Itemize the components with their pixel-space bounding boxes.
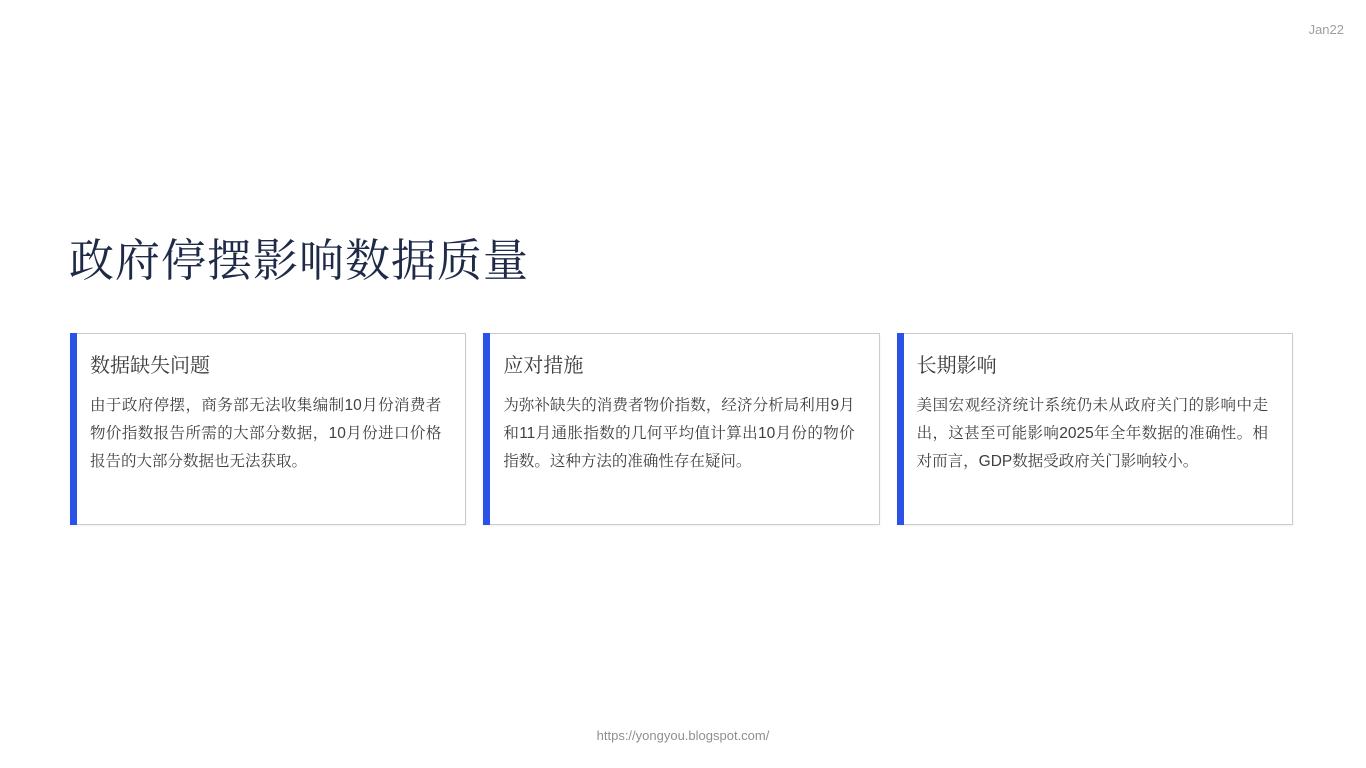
card-body: 为弥补缺失的消费者物价指数，经济分析局利用9月和11月通胀指数的几何平均值计算出10月份的物价指数。这种方法的准确性存在疑问。 [503, 397, 855, 470]
card-accent-bar [70, 333, 77, 525]
slide-title: 政府停摆影响数据质量 [69, 235, 530, 286]
cards-row [70, 333, 1293, 525]
card-accent-bar [483, 333, 490, 525]
date-label: Jan22 [1308, 22, 1344, 37]
card-accent-bar [897, 333, 904, 525]
card-body: 美国宏观经济统计系统仍未从政府关门的影响中走出，这甚至可能影响2025年全年数据的准确性。相对而言，GDP数据受政府关门影响较小。 [916, 397, 1268, 470]
card-title: 长期影响 [916, 355, 997, 377]
card-body: 由于政府停摆，商务部无法收集编制10月份消费者物价指数报告所需的大部分数据，10月份进口价格报告的大部分数据也无法获取。 [90, 397, 442, 470]
footer-url: https://yongyou.blogspot.com/ [596, 728, 770, 743]
card-title: 应对措施 [503, 355, 584, 377]
card-countermeasures [483, 333, 879, 525]
card-long-term-impact [897, 333, 1293, 525]
card-data-missing [70, 333, 466, 525]
card-title: 数据缺失问题 [90, 355, 210, 377]
